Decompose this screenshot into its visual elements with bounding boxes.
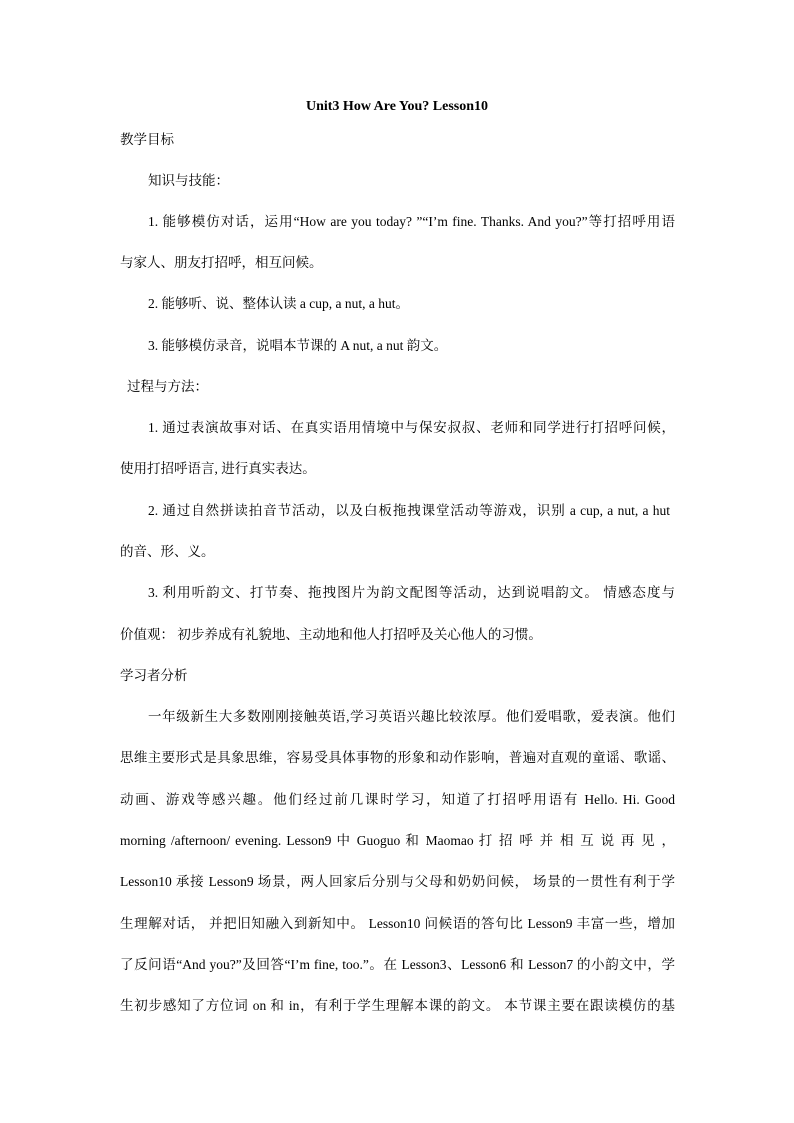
knowledge-item-1: 1. 能够模仿对话，运用“How are you today? ”“I’m fine. Thanks. And you?”等打招呼用语 xyxy=(148,214,675,229)
process-item-2-cont: 的音、形、义。 xyxy=(120,544,215,559)
analysis-line-5: Lesson10 承接 Lesson9 场景，两人回家后分别与父母和奶奶问候， 场景的一贯性有利于学 xyxy=(120,874,675,889)
process-item-3: 3. 利用听韵文、打节奏、拖拽图片为韵文配图等活动，达到说唱韵文。 情感态度与 xyxy=(148,585,675,600)
document-title: Unit3 How Are You? Lesson10 xyxy=(305,99,489,114)
process-item-2: 2. 通过自然拼读拍音节活动，以及白板拖拽课堂活动等游戏，识别 a cup, a nut, a hut xyxy=(148,503,670,518)
process-item-1-cont: 使用打招呼语言, 进行真实表达。 xyxy=(120,461,316,476)
subheading-process-methods: 过程与方法： xyxy=(127,379,208,394)
knowledge-item-3: 3. 能够模仿录音，说唱本节课的 A nut, a nut 韵文。 xyxy=(148,338,448,353)
heading-learner-analysis: 学习者分析 xyxy=(120,668,188,683)
knowledge-item-2: 2. 能够听、说、整体认读 a cup, a nut, a hut。 xyxy=(148,296,409,311)
analysis-line-3: 动画、游戏等感兴趣。他们经过前几课时学习，知道了打招呼用语有 Hello. Hi. Good xyxy=(120,792,675,807)
analysis-line-2: 思维主要形式是具象思维，容易受具体事物的形象和动作影响，普遍对直观的童谣、歌谣、 xyxy=(120,750,675,765)
subheading-knowledge-skills: 知识与技能： xyxy=(148,173,229,188)
process-item-3-cont: 价值观： 初步养成有礼貌地、主动地和他人打招呼及关心他人的习惯。 xyxy=(120,627,542,642)
knowledge-item-1-cont: 与家人、朋友打招呼，相互问候。 xyxy=(120,255,323,270)
analysis-line-1: 一年级新生大多数刚刚接触英语,学习英语兴趣比较浓厚。他们爱唱歌，爱表演。他们 xyxy=(148,709,675,724)
analysis-line-7: 了反问语“And you?”及回答“I’m fine, too.”。在 Lesson3、Lesson6 和 Lesson7 的小韵文中，学 xyxy=(120,957,675,972)
process-item-1: 1. 通过表演故事对话、在真实语用情境中与保安叔叔、老师和同学进行打招呼问候， xyxy=(148,420,675,435)
analysis-line-4: morning /afternoon/ evening. Lesson9 中 Guoguo 和 Maomao 打 招 呼 并 相 互 说 再 见 ， xyxy=(120,833,675,848)
analysis-line-8: 生初步感知了方位词 on 和 in，有利于学生理解本课的韵文。 本节课主要在跟读模仿的基 xyxy=(120,998,675,1013)
heading-teaching-goals: 教学目标 xyxy=(120,132,174,147)
analysis-line-6: 生理解对话， 并把旧知融入到新知中。 Lesson10 问候语的答句比 Lesson9 丰富一些，增加 xyxy=(120,916,675,931)
